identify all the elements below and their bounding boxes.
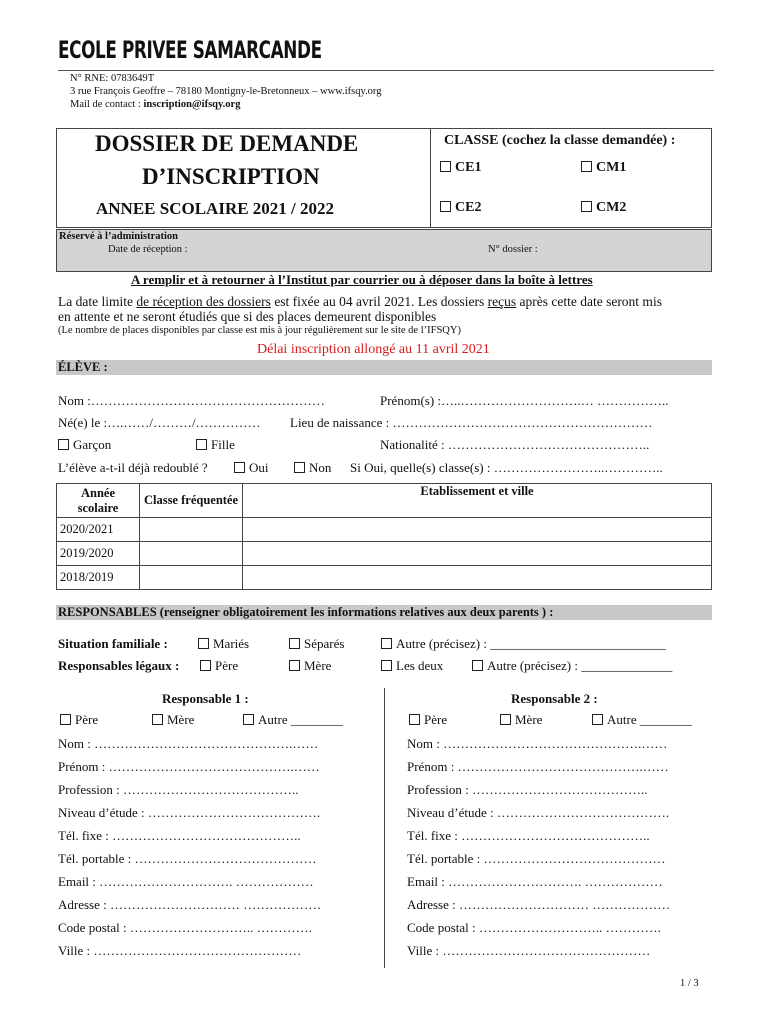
r2-tel-portable-field[interactable]: Tél. portable : …………………………………… — [407, 851, 666, 866]
class-cm1-checkbox[interactable]: CM1 — [581, 160, 626, 176]
extended-deadline: Délai inscription allongé au 11 avril 2021 — [257, 342, 490, 357]
situation-separes-checkbox[interactable]: Séparés — [289, 636, 344, 652]
legaux-autre-checkbox[interactable]: Autre (précisez) : ______________ — [472, 658, 672, 674]
title-divider — [430, 128, 431, 227]
school-address: 3 rue François Geoffre – 78180 Montigny-le-Bretonneux – www.ifsqy.org — [70, 86, 382, 97]
r1-ville-field[interactable]: Ville : ………………………………………… — [58, 943, 302, 958]
eleve-birthdate-field[interactable]: Né(e) le :….……/………/…………… — [58, 415, 261, 430]
legaux-mere-checkbox[interactable]: Mère — [289, 658, 331, 674]
classe-cell[interactable] — [140, 566, 243, 590]
garcon-checkbox[interactable]: Garçon — [58, 437, 111, 453]
r2-nom-field[interactable]: Nom : ……………………………………….…… — [407, 736, 668, 751]
r1-prenom-field[interactable]: Prénom : …………………………………….…… — [58, 759, 320, 774]
r2-code-postal-field[interactable]: Code postal : ……………………….. …………. — [407, 920, 661, 935]
classe-cell[interactable] — [140, 542, 243, 566]
admin-label: Réservé à l’administration — [59, 231, 178, 242]
responsables-divider — [384, 688, 385, 968]
r2-tel-fixe-field[interactable]: Tél. fixe : …………………………………….. — [407, 828, 650, 843]
col-annee-header: Année scolaire — [57, 484, 140, 518]
eleve-section-header: ÉLÈVE : — [56, 360, 712, 375]
legaux-deux-checkbox[interactable]: Les deux — [381, 658, 443, 674]
instructions-heading: A remplir et à retourner à l’Institut par courrier ou à déposer dans la boîte à lettres — [131, 272, 593, 287]
redouble-oui-checkbox[interactable]: Oui — [234, 460, 269, 476]
responsable1-title: Responsable 1 : — [162, 691, 249, 706]
legaux-pere-checkbox[interactable]: Père — [200, 658, 238, 674]
page-number: 1 / 3 — [680, 978, 699, 989]
r1-tel-portable-field[interactable]: Tél. portable : …………………………………… — [58, 851, 317, 866]
date-reception-label: Date de réception : — [108, 244, 188, 255]
r1-mere-checkbox[interactable]: Mère — [152, 712, 194, 728]
deadline-paragraph-line2: en attente et ne seront étudiés que si des places demeurent disponibles — [58, 309, 437, 324]
year-cell: 2018/2019 — [57, 566, 140, 590]
places-note: (Le nombre de places disponibles par classe est mis à jour régulièrement sur le site de l’IFSQY) — [58, 325, 461, 336]
r1-email-field[interactable]: Email : …………………………. ……………… — [58, 874, 314, 889]
class-ce2-checkbox[interactable]: CE2 — [440, 200, 481, 216]
title-line1: DOSSIER DE DEMANDE — [95, 131, 359, 156]
table-row — [57, 542, 712, 566]
r1-profession-field[interactable]: Profession : ………………………………….. — [58, 782, 299, 797]
title-line2: D’INSCRIPTION — [142, 164, 320, 189]
school-year: ANNEE SCOLAIRE 2021 / 2022 — [96, 199, 335, 218]
eleve-nom-field[interactable]: Nom :……………………………………………… — [58, 393, 325, 408]
school-name: ECOLE PRIVEE SAMARCANDE — [58, 36, 322, 64]
redouble-classes-field[interactable]: Si Oui, quelle(s) classe(s) : ……………………..………….. — [350, 460, 663, 475]
r1-nom-field[interactable]: Nom : ……………………………………….…… — [58, 736, 319, 751]
r1-code-postal-field[interactable]: Code postal : ……………………….. …………. — [58, 920, 312, 935]
redouble-non-checkbox[interactable]: Non — [294, 460, 331, 476]
col-etablissement-header: Etablissement et ville — [243, 484, 712, 518]
contact-mail: Mail de contact : inscription@ifsqy.org — [70, 99, 241, 110]
r2-ville-field[interactable]: Ville : ………………………………………… — [407, 943, 651, 958]
r2-autre-checkbox[interactable]: Autre ________ — [592, 712, 692, 728]
etablissement-cell[interactable] — [243, 542, 712, 566]
dossier-number-label: N° dossier : — [488, 244, 538, 255]
year-cell: 2019/2020 — [57, 542, 140, 566]
r1-niveau-field[interactable]: Niveau d’étude : …………………………………. — [58, 805, 321, 820]
header-rule — [58, 70, 714, 71]
class-ce1-checkbox[interactable]: CE1 — [440, 160, 481, 176]
redouble-question: L’élève a-t-il déjà redoublé ? — [58, 460, 208, 475]
table-row — [57, 566, 712, 590]
r2-profession-field[interactable]: Profession : ………………………………….. — [407, 782, 648, 797]
r1-adresse-field[interactable]: Adresse : ………………………… ……………… — [58, 897, 322, 912]
fille-checkbox[interactable]: Fille — [196, 437, 235, 453]
r2-mere-checkbox[interactable]: Mère — [500, 712, 542, 728]
nationalite-field[interactable]: Nationalité : ……………………………………….. — [380, 437, 650, 452]
situation-maries-checkbox[interactable]: Mariés — [198, 636, 249, 652]
etablissement-cell[interactable] — [243, 518, 712, 542]
class-cm2-checkbox[interactable]: CM2 — [581, 200, 626, 216]
year-cell: 2020/2021 — [57, 518, 140, 542]
classe-cell[interactable] — [140, 518, 243, 542]
r1-autre-checkbox[interactable]: Autre ________ — [243, 712, 343, 728]
r2-adresse-field[interactable]: Adresse : ………………………… ……………… — [407, 897, 671, 912]
eleve-prenom-field[interactable]: Prénom(s) :…..……………………….… …………….. — [380, 393, 669, 408]
situation-label: Situation familiale : — [58, 636, 168, 651]
r2-pere-checkbox[interactable]: Père — [409, 712, 447, 728]
school-history-table — [56, 483, 712, 590]
situation-autre-checkbox[interactable]: Autre (précisez) : ___________________________ — [381, 636, 666, 652]
r2-prenom-field[interactable]: Prénom : …………………………………….…… — [407, 759, 669, 774]
r2-email-field[interactable]: Email : …………………………. ……………… — [407, 874, 663, 889]
etablissement-cell[interactable] — [243, 566, 712, 590]
rne-number: N° RNE: 0783649T — [70, 73, 155, 84]
r1-tel-fixe-field[interactable]: Tél. fixe : …………………………………….. — [58, 828, 301, 843]
deadline-paragraph-line1: La date limite de réception des dossiers est fixée au 04 avril 2021. Les dossiers reçus après cette date seront mis — [58, 294, 662, 309]
eleve-birthplace-field[interactable]: Lieu de naissance : …………………………………………………… — [290, 415, 653, 430]
r1-pere-checkbox[interactable]: Père — [60, 712, 98, 728]
legaux-label: Responsables légaux : — [58, 658, 180, 673]
table-row — [57, 518, 712, 542]
classe-heading: CLASSE (cochez la classe demandée) : — [444, 133, 676, 148]
responsables-section-header: RESPONSABLES (renseigner obligatoirement les informations relatives aux deux parents ) : — [56, 605, 712, 620]
col-classe-header: Classe fréquentée — [140, 484, 243, 518]
responsable2-title: Responsable 2 : — [511, 691, 598, 706]
r2-niveau-field[interactable]: Niveau d’étude : …………………………………. — [407, 805, 670, 820]
